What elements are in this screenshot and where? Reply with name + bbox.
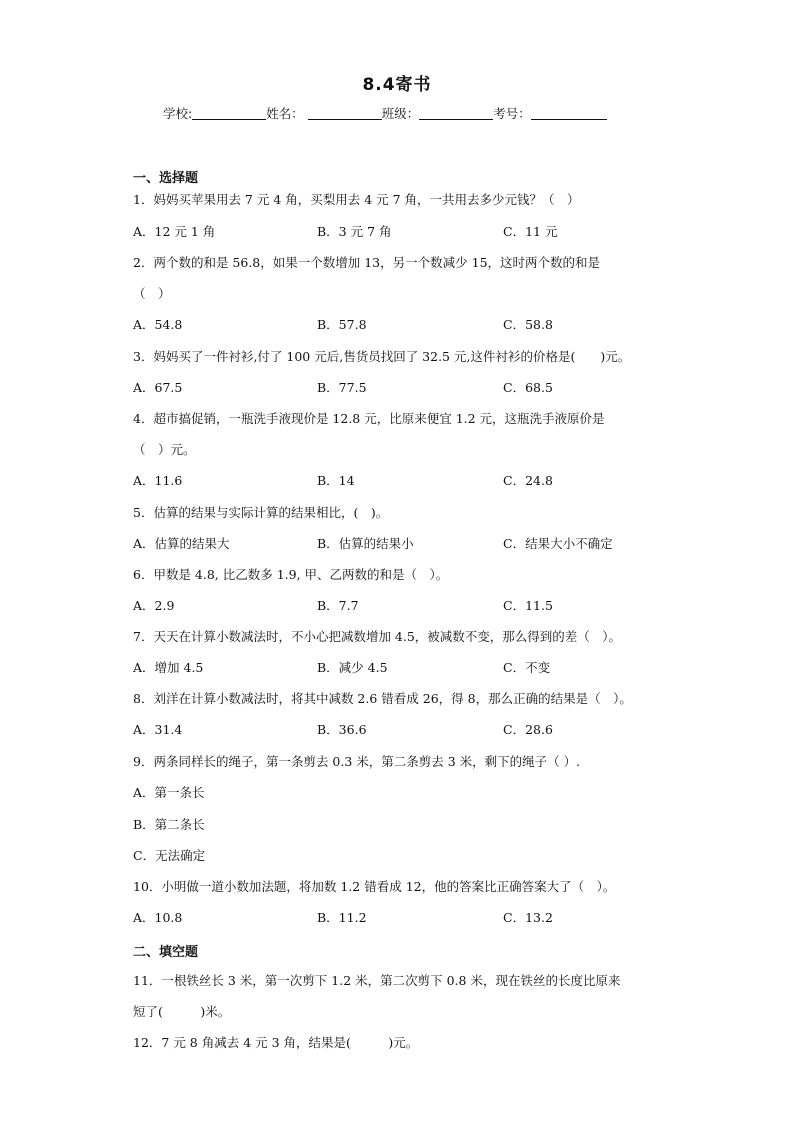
class-blank: [419, 107, 493, 120]
question-8: 8．刘洋在计算小数减法时，将其中减数 2.6 错看成 26，得 8，那么正确的结果是（ ）。: [133, 691, 632, 706]
q7-option-c: C．不变: [503, 660, 551, 675]
question-5: 5．估算的结果与实际计算的结果相比，( )。: [133, 505, 389, 520]
q3-option-a: A．67.5: [133, 380, 183, 395]
question-11-continued: 短了( )米。: [133, 1004, 231, 1019]
q8-option-c: C．28.6: [503, 722, 553, 737]
q2-option-c: C．58.8: [503, 317, 553, 332]
q2-option-b: B．57.8: [317, 317, 367, 332]
q1-option-b: B．3 元 7 角: [317, 224, 392, 239]
question-11: 11．一根铁丝长 3 米，第一次剪下 1.2 米，第二次剪下 0.8 米，现在铁丝的长度比原来: [133, 973, 621, 988]
question-1: 1．妈妈买苹果用去 7 元 4 角，买梨用去 4 元 7 角，一共用去多少元钱？（ ）: [133, 192, 580, 207]
q9-option-b: B．第二条长: [133, 817, 205, 832]
exam-number-blank: [531, 107, 607, 120]
question-6: 6．甲数是 4.8, 比乙数多 1.9, 甲、乙两数的和是（ ）。: [133, 567, 449, 582]
q8-option-a: A．31.4: [133, 722, 183, 737]
question-2-continued: （ ）: [133, 286, 171, 301]
q3-option-b: B．77.5: [317, 380, 367, 395]
q6-option-b: B．7.7: [317, 598, 359, 613]
exam-number-label: 考号：: [493, 106, 531, 121]
q9-option-a: A．第一条长: [133, 785, 205, 800]
q1-option-a: A．12 元 1 角: [133, 224, 216, 239]
question-10: 10．小明做一道小数加法题，将加数 1.2 错看成 12，他的答案比正确答案大了（ ）。: [133, 879, 616, 894]
q1-option-c: C．11 元: [503, 224, 558, 239]
question-9: 9．两条同样长的绳子，第一条剪去 0.3 米，第二条剪去 3 米，剩下的绳子（ ）.: [133, 754, 581, 769]
q5-option-a: A．估算的结果大: [133, 536, 230, 551]
question-12: 12．7 元 8 角减去 4 元 3 角，结果是( )元。: [133, 1035, 419, 1050]
question-4-continued: （ ）元。: [133, 442, 196, 457]
school-label: 学校:: [163, 106, 193, 121]
q6-option-c: C．11.5: [503, 598, 553, 613]
q2-option-a: A．54.8: [133, 317, 183, 332]
name-blank: [308, 107, 382, 120]
q7-option-b: B．减少 4.5: [317, 660, 388, 675]
q3-option-c: C．68.5: [503, 380, 553, 395]
question-2: 2．两个数的和是 56.8，如果一个数增加 13，另一个数减少 15，这时两个数的和是: [133, 255, 601, 270]
q10-option-c: C．13.2: [503, 910, 553, 925]
q7-option-a: A．增加 4.5: [133, 660, 204, 675]
q9-option-c: C．无法确定: [133, 848, 206, 863]
q10-option-b: B．11.2: [317, 910, 367, 925]
q8-option-b: B．36.6: [317, 722, 367, 737]
q5-option-b: B．估算的结果小: [317, 536, 414, 551]
student-info-line: [163, 104, 607, 122]
section-title-choice: 一、选择题: [133, 171, 199, 186]
name-label: 姓名：: [266, 106, 304, 121]
page-title: 8.4寄书: [362, 75, 432, 95]
question-7: 7．天天在计算小数减法时，不小心把减数增加 4.5，被减数不变，那么得到的差（ ）。: [133, 629, 622, 644]
q4-option-a: A．11.6: [133, 473, 183, 488]
q5-option-c: C．结果大小不确定: [503, 536, 613, 551]
question-4: 4．超市搞促销，一瓶洗手液现价是 12.8 元，比原来便宜 1.2 元，这瓶洗手液原价是: [133, 411, 605, 426]
q10-option-a: A．10.8: [133, 910, 183, 925]
q4-option-b: B．14: [317, 473, 355, 488]
school-blank: [192, 107, 266, 120]
q6-option-a: A．2.9: [133, 598, 175, 613]
q4-option-c: C．24.8: [503, 473, 553, 488]
class-label: 班级：: [381, 106, 420, 121]
question-3: 3．妈妈买了一件衬衫,付了 100 元后,售货员找回了 32.5 元,这件衬衫的价格是( )元。: [133, 349, 631, 364]
section-title-fill-blank: 二、填空题: [133, 945, 199, 960]
